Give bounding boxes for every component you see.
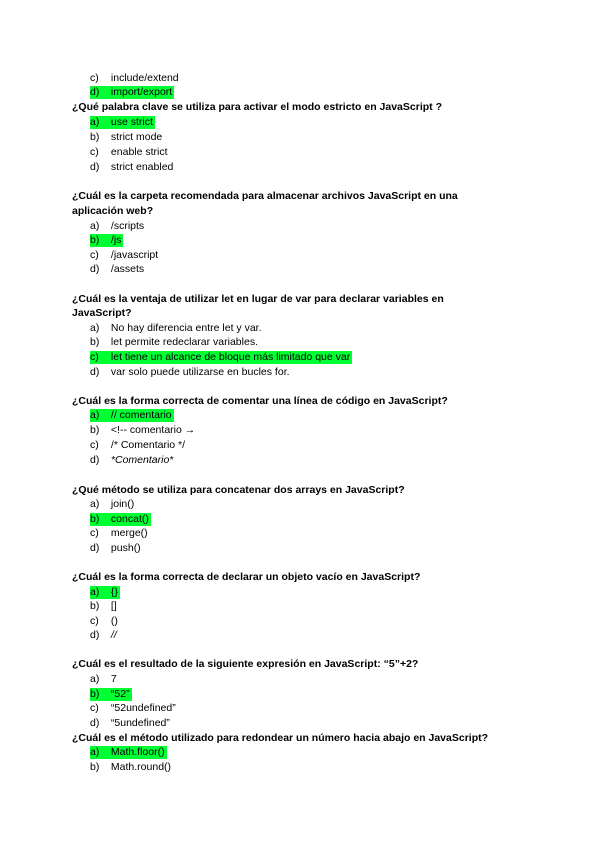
option-row [90,527,148,540]
option-row [90,322,262,335]
option-row-correct [90,86,174,99]
option-text: let permite redeclarar variables. [110,336,258,348]
option-letter: b) [90,131,100,143]
option-row [90,131,162,144]
option-letter: d) [90,542,100,554]
option-row [90,498,134,511]
option-row-correct [90,746,167,759]
option-letter: a) [90,409,108,422]
question-text: aplicación web? [72,205,154,217]
option-row [90,161,173,174]
question-text: ¿Cuál es la carpeta recomendada para almacenar archivos JavaScript en una [72,190,458,202]
option-letter: d) [90,86,108,99]
option-letter: b) [90,600,100,612]
option-row [90,717,170,730]
option-letter: a) [90,322,100,334]
option-text: strict mode [110,131,163,143]
question-text: ¿Cuál es la ventaja de utilizar let en lugar de var para declarar variables en [72,293,444,305]
option-text: “5undefined” [110,717,170,729]
option-row [90,439,185,452]
option-text: “52” [110,688,130,700]
option-text: var solo puede utilizarse en bucles for. [110,366,290,378]
option-row [90,702,176,715]
option-text: “52undefined” [110,702,176,714]
question-text: JavaScript? [72,307,132,319]
option-letter: a) [90,673,100,685]
option-letter: a) [90,746,108,759]
question-text: ¿Qué palabra clave se utiliza para activar el modo estricto en JavaScript ? [72,101,442,113]
option-letter: c) [90,351,108,364]
option-row-correct [90,351,352,364]
option-text: [] [110,600,117,612]
option-row-correct [90,409,174,422]
option-text: use strict [110,116,153,128]
option-text: /scripts [110,220,145,232]
option-letter: c) [90,527,99,539]
option-letter: b) [90,688,108,701]
option-row [90,542,141,555]
option-text: *Comentario* [110,454,174,466]
option-row-correct [90,688,132,701]
option-text: () [110,615,118,627]
option-text: push() [110,542,141,554]
question-text: ¿Qué método se utiliza para concatenar dos arrays en JavaScript? [72,484,405,496]
option-letter: d) [90,629,100,641]
question-text: ¿Cuál es la forma correcta de declarar un objeto vacío en JavaScript? [72,571,421,583]
option-row-correct [90,116,155,129]
question-text: ¿Cuál es el método utilizado para redondear un número hacia abajo en JavaScript? [72,732,489,744]
option-letter: b) [90,336,100,348]
option-row [90,366,290,379]
option-text: let tiene un alcance de bloque más limitado que var [110,351,351,363]
question-text: ¿Cuál es el resultado de la siguiente expresión en JavaScript: “5”+2? [72,658,419,670]
option-letter: b) [90,513,108,526]
option-letter: c) [90,249,99,261]
option-text: Math.round() [110,761,172,773]
option-text: 7 [110,673,117,685]
option-row [90,249,158,262]
option-letter: d) [90,366,100,378]
option-text: No hay diferencia entre let y var. [110,322,262,334]
option-text: /assets [110,263,145,275]
option-letter: d) [90,717,100,729]
option-letter: b) [90,234,108,247]
option-text: /* Comentario */ [110,439,186,451]
option-row [90,424,195,437]
option-text: // comentario [110,409,172,421]
option-text: join() [110,498,135,510]
option-text: merge() [110,527,148,539]
option-letter: a) [90,220,100,232]
option-text: // [110,629,117,641]
option-letter: a) [90,116,108,129]
option-letter: c) [90,439,99,451]
option-row [90,761,171,774]
option-letter: b) [90,761,100,773]
option-row [90,263,144,276]
option-letter: d) [90,263,100,275]
option-row [90,629,117,642]
option-row-correct [90,513,151,526]
option-text: /js [110,234,122,246]
option-letter: c) [90,615,99,627]
option-letter: a) [90,498,100,510]
option-letter: c) [90,702,99,714]
option-row [90,454,173,467]
option-row [90,600,117,613]
option-letter: c) [90,72,99,84]
option-row [90,146,168,159]
option-text: include/extend [110,72,179,84]
option-row [90,72,179,85]
option-row [90,673,117,686]
option-row [90,220,144,233]
option-text: enable strict [110,146,168,158]
question-text: ¿Cuál es la forma correcta de comentar una línea de código en JavaScript? [72,395,448,407]
option-text: strict enabled [110,161,174,173]
option-text: Math.floor() [110,746,165,758]
option-row [90,615,118,628]
option-letter: c) [90,146,99,158]
option-row [90,336,258,349]
option-letter: b) [90,424,100,436]
option-text: /javascript [110,249,159,261]
option-letter: d) [90,454,100,466]
option-text: {} [110,586,118,598]
option-text: concat() [110,513,149,525]
option-letter: a) [90,586,108,599]
option-row-correct [90,234,123,247]
option-row-correct [90,586,120,599]
option-letter: d) [90,161,100,173]
option-text: import/export [110,86,173,98]
option-text: <!-- comentario → [110,424,196,436]
